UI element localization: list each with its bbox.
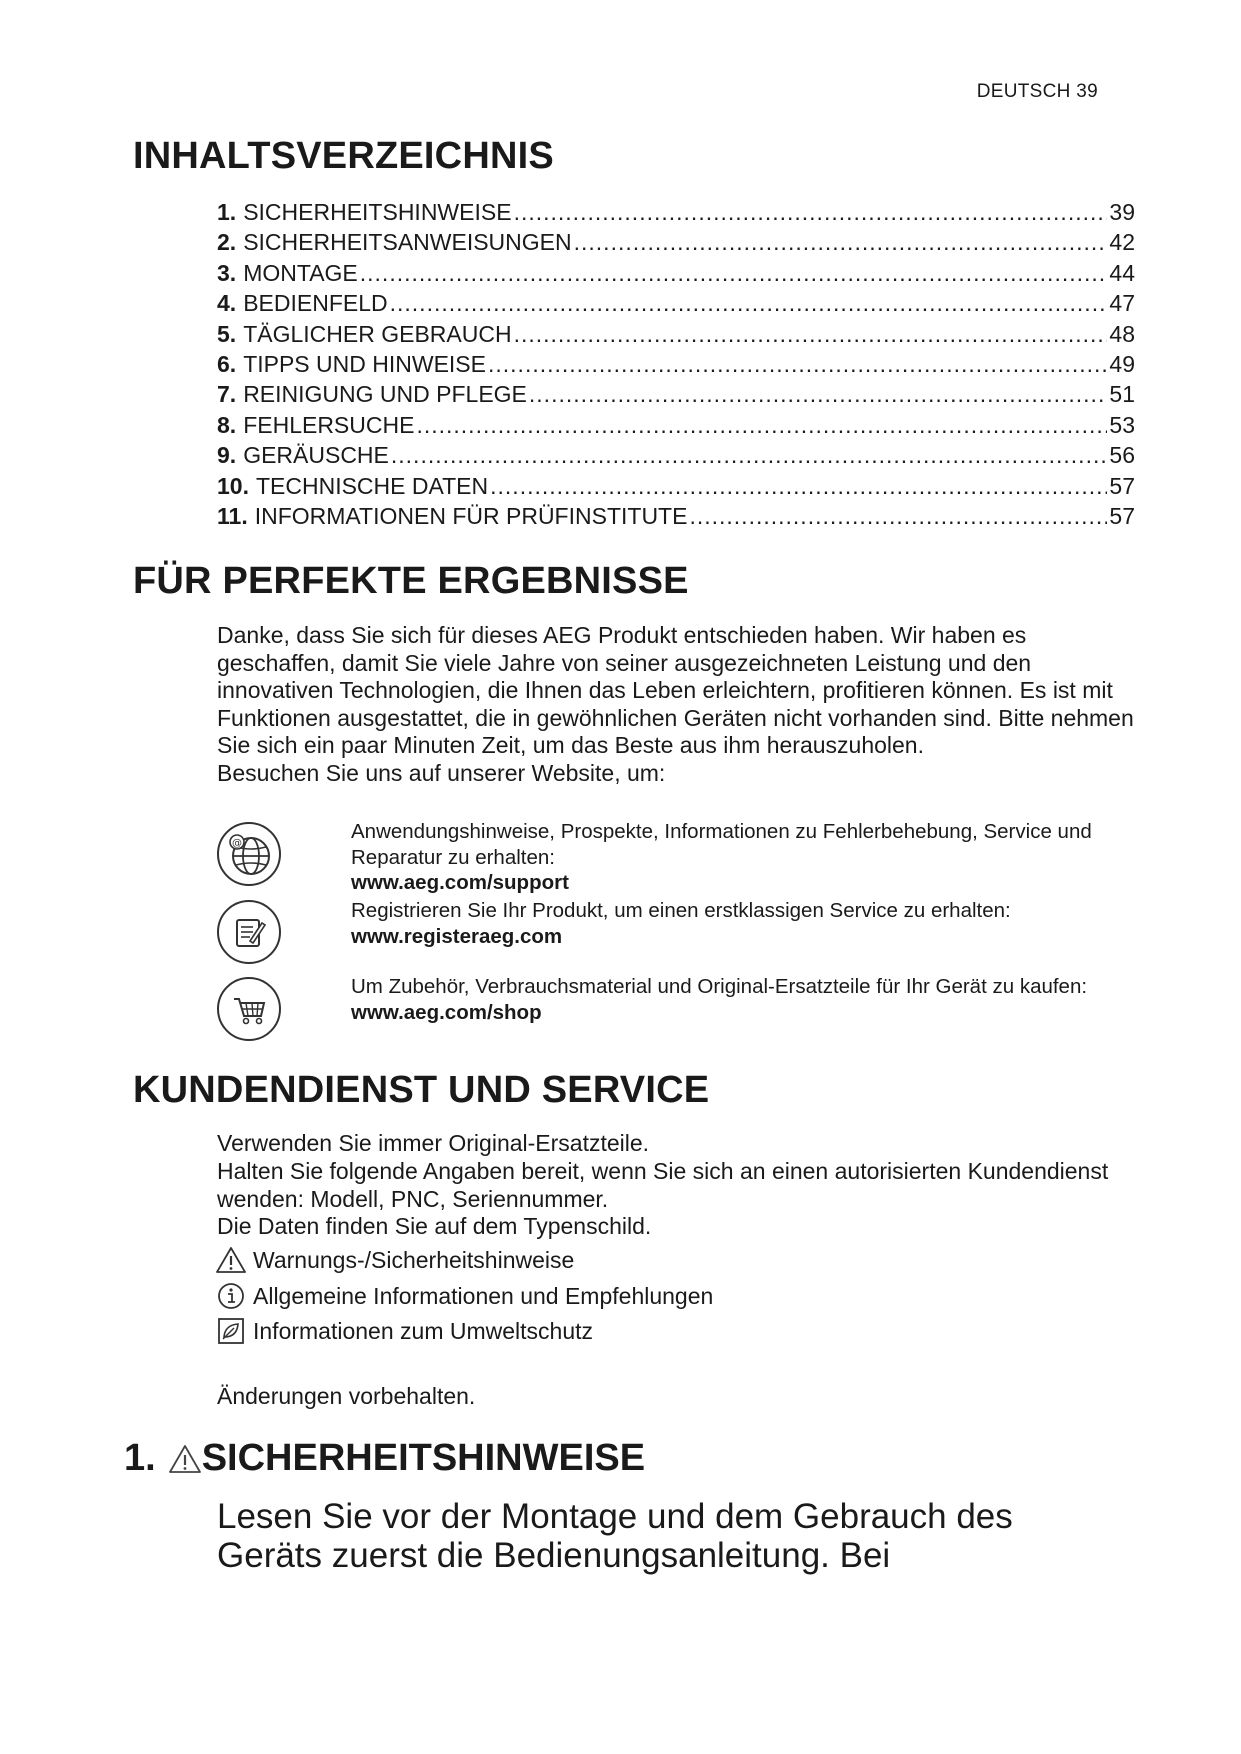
- register-icon: [217, 900, 281, 964]
- service-line-2: Halten Sie folgende Angaben bereit, wenn Sie sich an einen autorisierten Kundendienst wenden: Modell, PNC, Seriennummer.: [217, 1157, 1109, 1212]
- toc-leader-dots: [490, 471, 1107, 501]
- toc-entry[interactable]: [217, 319, 1135, 349]
- shop-description: Um Zubehör, Verbrauchsmaterial und Original-Ersatzteile für Ihr Gerät zu kaufen:: [351, 975, 1088, 998]
- toc-leader-dots: [514, 319, 1108, 349]
- toc-entry-number: 3.: [217, 259, 237, 286]
- toc-entry-title: GERÄUSCHE: [243, 442, 389, 469]
- support-description: Anwendungshinweise, Prospekte, Informationen zu Fehlerbehebung, Service und Reparatur zu erhalten:: [351, 820, 1092, 869]
- toc-entry[interactable]: [217, 197, 1135, 227]
- register-url[interactable]: www.registeraeg.com: [351, 924, 563, 948]
- toc-leader-dots: [488, 349, 1107, 379]
- service-line-1: Verwenden Sie immer Original-Ersatzteile.: [217, 1130, 650, 1156]
- toc-entry-number: 6.: [217, 350, 237, 377]
- toc-entry-page: 39: [1109, 199, 1135, 225]
- toc-entry-number: 5.: [217, 320, 237, 347]
- svg-text:@: @: [232, 838, 242, 849]
- toc-entry-page: 42: [1109, 229, 1135, 256]
- toc-entry-title: FEHLERSUCHE: [243, 411, 415, 438]
- perfect-results-heading: FÜR PERFEKTE ERGEBNISSE: [133, 560, 689, 602]
- register-description: Registrieren Sie Ihr Produkt, um einen erstklassigen Service zu erhalten:: [351, 899, 1011, 922]
- visit-line: Besuchen Sie uns auf unserer Website, um:: [217, 759, 666, 786]
- toc-leader-dots: [689, 501, 1107, 531]
- page-header: DEUTSCH 39: [976, 81, 1098, 102]
- register-link-block: [351, 898, 1131, 949]
- cart-icon: [217, 977, 281, 1041]
- toc-entry-title: REINIGUNG UND PFLEGE: [243, 381, 527, 408]
- leaf-icon: [215, 1316, 247, 1346]
- toc-entry-number: 2.: [217, 229, 237, 256]
- toc-entry-title: SICHERHEITSHINWEISE: [243, 199, 512, 225]
- toc-entry-title: MONTAGE: [243, 259, 358, 286]
- section-1-title: SICHERHEITSHINWEISE: [201, 1437, 646, 1479]
- toc-entry-title: BEDIENFELD: [243, 290, 388, 317]
- toc-entry-title: TIPPS UND HINWEISE: [243, 350, 486, 377]
- toc-entry[interactable]: [217, 471, 1135, 501]
- toc-entry-number: 1.: [217, 199, 237, 225]
- support-url[interactable]: www.aeg.com/support: [351, 871, 569, 894]
- toc-leader-dots: [416, 410, 1107, 440]
- toc-entry[interactable]: [217, 379, 1135, 409]
- legend-warning-label: Warnungs-/Sicherheitshinweise: [253, 1246, 575, 1273]
- section-1-number: 1.: [124, 1437, 156, 1479]
- toc-entry-title: SICHERHEITSANWEISUNGEN: [243, 229, 572, 256]
- section-1-body: Lesen Sie vor der Montage und dem Gebrauch des Geräts zuerst die Bedienungsanleitung. Bei: [217, 1497, 1013, 1575]
- toc-entry-page: 53: [1109, 411, 1135, 438]
- intro-paragraph: Danke, dass Sie sich für dieses AEG Produkt entschieden haben. Wir haben es geschaffen, damit Sie viele Jahre von seiner ausgezeichneten Leistung und den innovativen Technologien, die Ihnen das Leben erleichtern, profitieren können. Es ist mit Funktionen ausgestattet, die in gewöhnlichen Geräten nicht vorhanden sind. Bitte nehmen Sie sich ein paar Minuten Zeit, um das Beste aus ihm herauszuholen.: [217, 622, 1134, 759]
- toc-entry[interactable]: [217, 501, 1135, 531]
- warning-icon: [215, 1245, 247, 1275]
- legend-warning: [215, 1244, 915, 1276]
- toc-heading: INHALTSVERZEICHNIS: [133, 135, 554, 177]
- shop-link-block: [351, 974, 1131, 1025]
- section-1-heading: [124, 1437, 645, 1480]
- toc-entry-number: 10.: [217, 472, 249, 499]
- toc-leader-dots: [391, 440, 1108, 470]
- toc-entry-page: 47: [1109, 290, 1135, 317]
- toc-entry-page: 56: [1109, 442, 1135, 469]
- legend-info-label: Allgemeine Informationen und Empfehlungen: [253, 1282, 714, 1309]
- service-heading: KUNDENDIENST UND SERVICE: [133, 1069, 710, 1111]
- intro-text: [217, 622, 1137, 788]
- toc-leader-dots: [390, 288, 1108, 318]
- shop-url[interactable]: www.aeg.com/shop: [351, 1000, 542, 1024]
- support-link-block: [351, 819, 1131, 896]
- service-text: [217, 1130, 1137, 1241]
- toc-entry-page: 49: [1109, 350, 1135, 377]
- toc-entry-number: 8.: [217, 411, 237, 438]
- toc-leader-dots: [574, 227, 1108, 257]
- toc-entry-title: TÄGLICHER GEBRAUCH: [243, 320, 512, 347]
- toc-entry-page: 57: [1109, 502, 1135, 529]
- toc-entry[interactable]: [217, 410, 1135, 440]
- toc-entry-title: TECHNISCHE DATEN: [255, 472, 489, 499]
- toc-entry[interactable]: [217, 440, 1135, 470]
- globe-icon: [217, 822, 281, 886]
- toc-entry[interactable]: [217, 258, 1135, 288]
- toc-entry[interactable]: [217, 349, 1135, 379]
- toc-entry-page: 48: [1109, 320, 1135, 347]
- toc-entry-number: 7.: [217, 381, 237, 408]
- toc-entry[interactable]: [217, 288, 1135, 318]
- toc-entry-page: 44: [1109, 259, 1135, 286]
- legend-environment: [215, 1315, 915, 1347]
- changes-note: Änderungen vorbehalten.: [217, 1383, 476, 1409]
- toc-leader-dots: [514, 197, 1108, 227]
- toc-entry-page: 51: [1109, 381, 1135, 408]
- toc-leader-dots: [529, 379, 1108, 409]
- legend-environment-label: Informationen zum Umweltschutz: [253, 1317, 594, 1344]
- legend-info: [215, 1280, 915, 1312]
- warning-icon: [168, 1443, 202, 1475]
- toc-leader-dots: [360, 258, 1108, 288]
- toc-entry[interactable]: [217, 227, 1135, 257]
- info-icon: [215, 1281, 247, 1311]
- toc-entry-number: 9.: [217, 442, 237, 469]
- toc-entry-number: 11.: [217, 502, 248, 529]
- toc-entry-page: 57: [1109, 472, 1135, 499]
- toc-entry-number: 4.: [217, 290, 237, 317]
- service-line-3: Die Daten finden Sie auf dem Typenschild.: [217, 1213, 652, 1240]
- toc-entry-title: INFORMATIONEN FÜR PRÜFINSTITUTE: [254, 502, 688, 529]
- table-of-contents: [217, 197, 1135, 531]
